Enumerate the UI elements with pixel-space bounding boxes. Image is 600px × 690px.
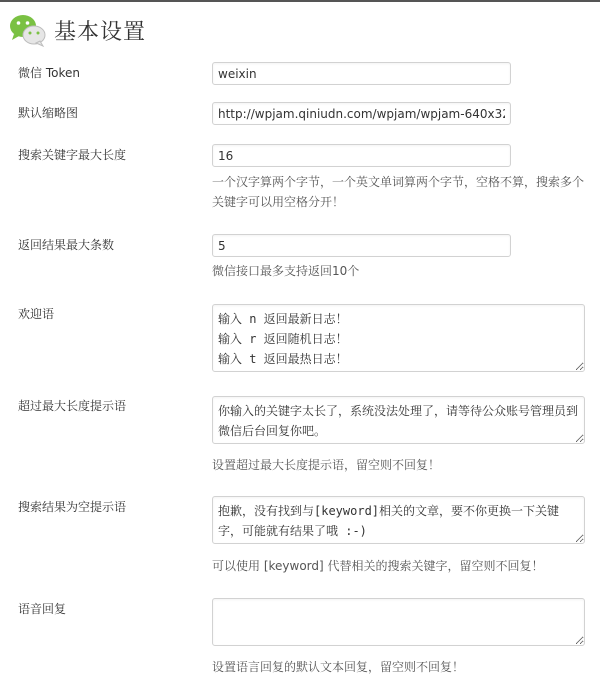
- empty-result-label: 搜索结果为空提示语: [18, 500, 127, 514]
- welcome-label: 欢迎语: [18, 307, 55, 321]
- keyword-length-description: 一个汉字算两个字节，一个英文单词算两个字节，空格不算，搜索多个关键字可以用空格分开！: [212, 175, 585, 209]
- too-long-label: 超过最大长度提示语: [18, 399, 127, 413]
- top-border: [0, 0, 600, 2]
- thumbnail-input[interactable]: [212, 102, 511, 125]
- too-long-description: 设置超过最大长度提示语，留空则不回复！: [212, 458, 441, 472]
- result-count-label: 返回结果最大条数: [18, 238, 115, 252]
- too-long-textarea[interactable]: [212, 396, 585, 444]
- wechat-icon: [8, 12, 48, 48]
- welcome-textarea[interactable]: [212, 304, 585, 372]
- empty-result-textarea[interactable]: [212, 496, 585, 544]
- result-count-input[interactable]: [212, 234, 511, 257]
- empty-result-description: 可以使用 [keyword] 代替相关的搜索关键字，留空则不回复！: [212, 559, 544, 573]
- keyword-length-label: 搜索关键字最大长度: [18, 148, 127, 162]
- voice-reply-description: 设置语言回复的默认文本回复，留空则不回复！: [212, 660, 465, 674]
- result-count-description: 微信接口最多支持返回10个: [212, 264, 360, 278]
- keyword-length-input[interactable]: [212, 144, 511, 167]
- token-label: 微信 Token: [18, 66, 80, 80]
- page-header: [8, 10, 146, 50]
- voice-reply-label: 语音回复: [18, 602, 67, 616]
- voice-reply-textarea[interactable]: [212, 598, 585, 646]
- token-input[interactable]: [212, 62, 511, 85]
- page-title: 基本设置: [54, 19, 147, 45]
- thumbnail-label: 默认缩略图: [18, 106, 79, 120]
